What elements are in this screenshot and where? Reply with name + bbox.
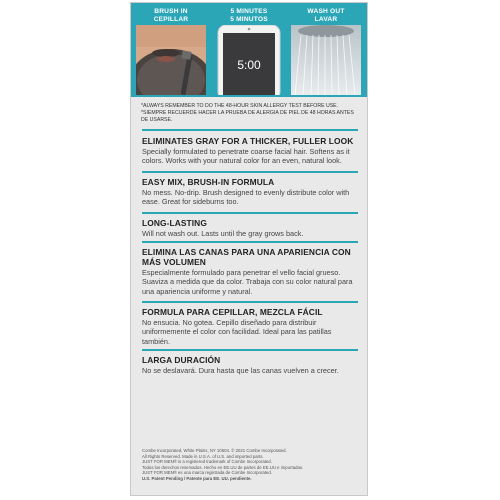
section-title: LONG-LASTING <box>142 218 207 228</box>
section-divider <box>142 241 358 243</box>
section-body: No se deslavará. Dura hasta que las canas vuelven a crecer. <box>142 366 339 375</box>
section-long-lasting <box>142 218 358 238</box>
legal-line: JUST FOR MEN® es una marca registrada de Combe Incorporated. <box>142 470 272 476</box>
section-body: Will not wash out. Lasts until the gray grows back. <box>142 229 304 238</box>
section-title: FORMULA PARA CEPILLAR, MEZCLA FÁCIL <box>142 307 323 317</box>
section-body: No mess. No-drip. Brush designed to evenly distribute color with ease. Great for sideburns too. <box>142 188 350 207</box>
section-divider <box>142 301 358 303</box>
legal-line: Combe Incorporated, White Plains, NY 10604. © 2021 Combe Incorporated. <box>142 448 287 453</box>
section-eliminates-gray <box>142 136 358 166</box>
shower-photo-icon <box>291 25 361 95</box>
section-body: Specially formulated to penetrate coarse facial hair. Softens as it colors. Works with your natural color for an even, natural look. <box>142 147 350 166</box>
steps-banner <box>131 3 367 97</box>
section-body: No ensucia. No gotea. Cepillo diseñado para distribuir uniformemente el color con facilidad. Ideal para las patillas también. <box>142 318 332 346</box>
timer-readout: 5:00 <box>237 58 261 72</box>
step-label-brush: BRUSH IN CEPILLAR <box>153 8 189 23</box>
section-title: LARGA DURACIÓN <box>142 355 221 365</box>
legal-text <box>142 448 358 482</box>
legal-line: All Rights Reserved. Made in U.S.A. of U.S. and imported parts. <box>142 453 264 459</box>
section-divider <box>142 171 358 173</box>
section-elimina-canas <box>142 247 358 296</box>
legal-line: JUST FOR MEN® is a registered trademark of Combe Incorporated. <box>142 459 272 465</box>
section-easy-mix <box>142 177 358 207</box>
product-info-panel <box>130 2 368 496</box>
allergy-notice-en: *ALWAYS REMEMBER TO DO THE 48-HOUR SKIN ALLERGY TEST BEFORE USE. <box>141 103 339 109</box>
section-divider <box>142 212 358 214</box>
section-divider <box>142 349 358 351</box>
section-body: Especialmente formulado para penetrar el vello facial grueso. Suaviza a medida que da color. Trabaja con su color natural para una apariencia uniforme y natural. <box>142 268 353 296</box>
section-larga-duracion <box>142 355 358 375</box>
section-formula-cepillar <box>142 307 358 346</box>
phone-timer-photo-icon <box>214 25 284 95</box>
section-title: ELIMINA LAS CANAS PARA UNA APARIENCIA CON MÁS VOLUMEN <box>142 247 351 267</box>
allergy-notice-es: *SIEMPRE RECUERDE HACER LA PRUEBA DE ALERGIA DE PIEL DE 48 HORAS ANTES DE USARSE. <box>141 110 354 123</box>
allergy-notice <box>141 103 361 124</box>
beard-brush-photo-icon <box>136 25 206 95</box>
section-title: ELIMINATES GRAY FOR A THICKER, FULLER LOOK <box>142 136 354 146</box>
step-label-wash: WASH OUT LAVAR <box>307 8 345 23</box>
legal-line: U.S. Patent Pending / Patente para EE. UU. pendiente. <box>142 475 252 481</box>
legal-line: Todos los derechos reservados. Hecho en EE.UU de partes de EE.UU e importadas. <box>142 464 304 470</box>
section-title: EASY MIX, BRUSH-IN FORMULA <box>142 177 275 187</box>
section-divider <box>142 129 358 131</box>
step-label-minutes: 5 MINUTES 5 MINUTOS <box>230 8 268 23</box>
